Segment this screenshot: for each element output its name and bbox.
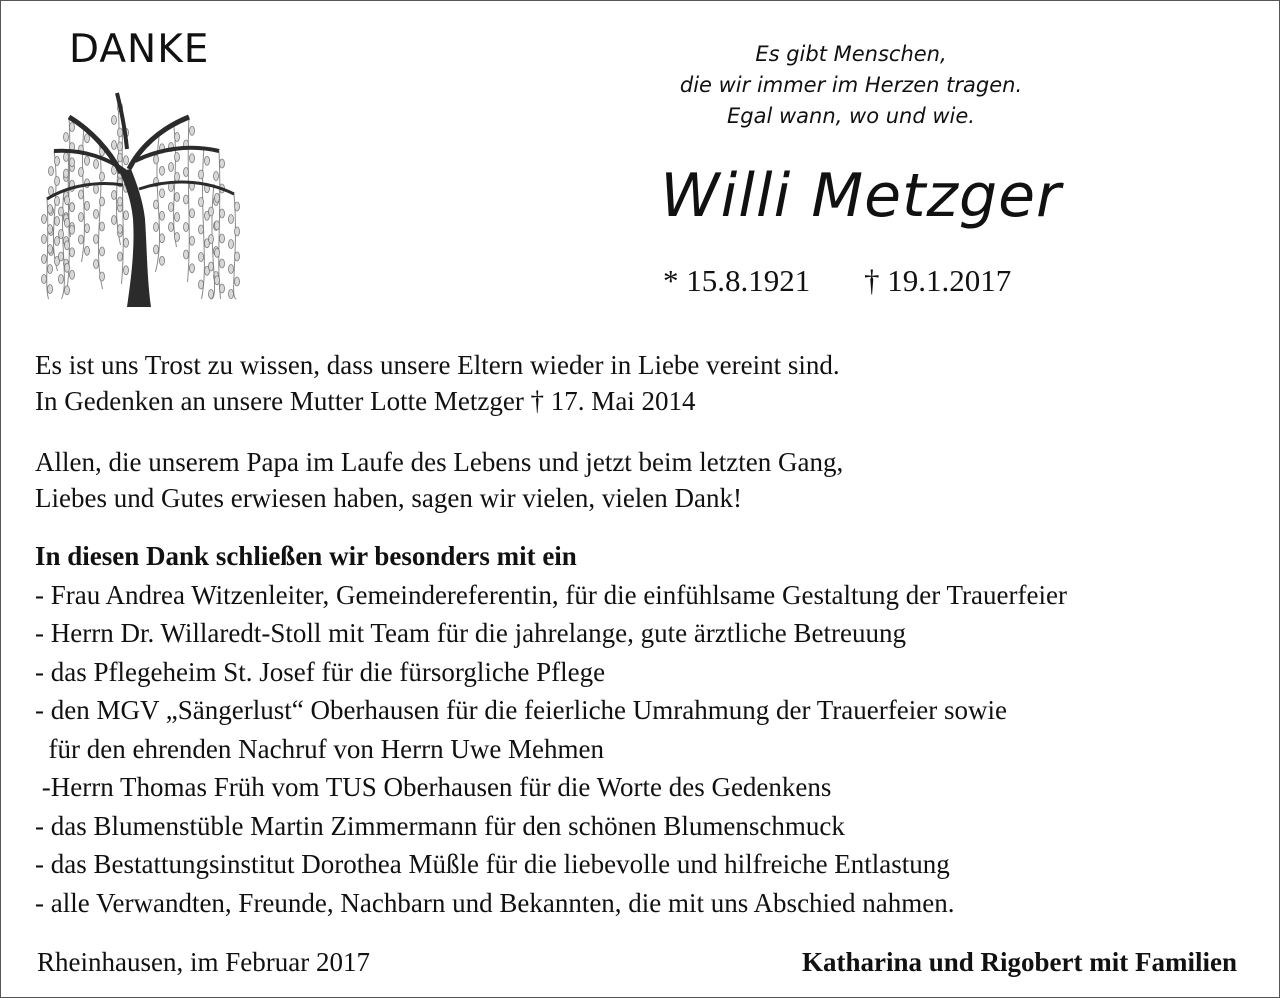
list-item: - das Bestattungsinstitut Dorothea Müßle für die liebevolle und hilfreiche Entlastung bbox=[35, 849, 950, 879]
signature: Katharina und Rigobert mit Familien bbox=[801, 947, 1237, 977]
deceased-name: Willi Metzger bbox=[660, 161, 1062, 231]
motto-line: Egal wann, wo und wie. bbox=[727, 104, 975, 128]
death-date: † 19.1.2017 bbox=[864, 263, 1012, 298]
text-line: Liebes und Gutes erwiesen haben, sagen wir vielen, vielen Dank! bbox=[35, 483, 743, 513]
comfort-paragraph bbox=[35, 347, 840, 419]
place-date: Rheinhausen, im Februar 2017 bbox=[37, 947, 370, 977]
motto-line: die wir immer im Herzen tragen. bbox=[679, 73, 1023, 97]
danke-heading: DANKE bbox=[69, 27, 210, 72]
list-item: - Frau Andrea Witzenleiter, Gemeindereferentin, für die einfühlsame Gestaltung der Trauerfeier bbox=[35, 579, 1067, 610]
text-line: In Gedenken an unsere Mutter Lotte Metzger † 17. Mai 2014 bbox=[35, 386, 696, 416]
list-item: - das Blumenstüble Martin Zimmermann für den schönen Blumenschmuck bbox=[35, 810, 845, 841]
motto-line: Es gibt Menschen, bbox=[755, 42, 947, 66]
thanks-paragraph bbox=[35, 444, 843, 516]
list-item: - den MGV „Sängerlust“ Oberhausen für die feierliche Umrahmung der Trauerfeier sowie bbox=[35, 695, 1007, 725]
birth-date: * 15.8.1921 bbox=[663, 263, 811, 298]
weeping-willow-icon bbox=[39, 89, 249, 314]
text-line: Allen, die unserem Papa im Laufe des Lebens und jetzt beim letzten Gang, bbox=[35, 447, 844, 477]
list-item: - das Pflegeheim St. Josef für die fürsorgliche Pflege bbox=[35, 656, 606, 687]
list-item: - alle Verwandten, Freunde, Nachbarn und Bekannten, die mit uns Abschied nahmen. bbox=[35, 887, 955, 918]
text-line: Es ist uns Trost zu wissen, dass unsere Eltern wieder in Liebe vereint sind. bbox=[35, 350, 840, 380]
list-item: - Herrn Dr. Willaredt-Stoll mit Team für die jahrelange, gute ärztliche Betreuung bbox=[35, 618, 906, 648]
thanks-list bbox=[35, 537, 1067, 922]
list-item: -Herrn Thomas Früh vom TUS Oberhausen für die Worte des Gedenkens bbox=[35, 772, 832, 802]
motto bbox=[561, 39, 1141, 132]
list-item: für den ehrenden Nachruf von Herrn Uwe Mehmen bbox=[35, 733, 605, 764]
life-dates bbox=[663, 263, 1011, 299]
thanks-heading: In diesen Dank schließen wir besonders mit ein bbox=[35, 541, 577, 571]
